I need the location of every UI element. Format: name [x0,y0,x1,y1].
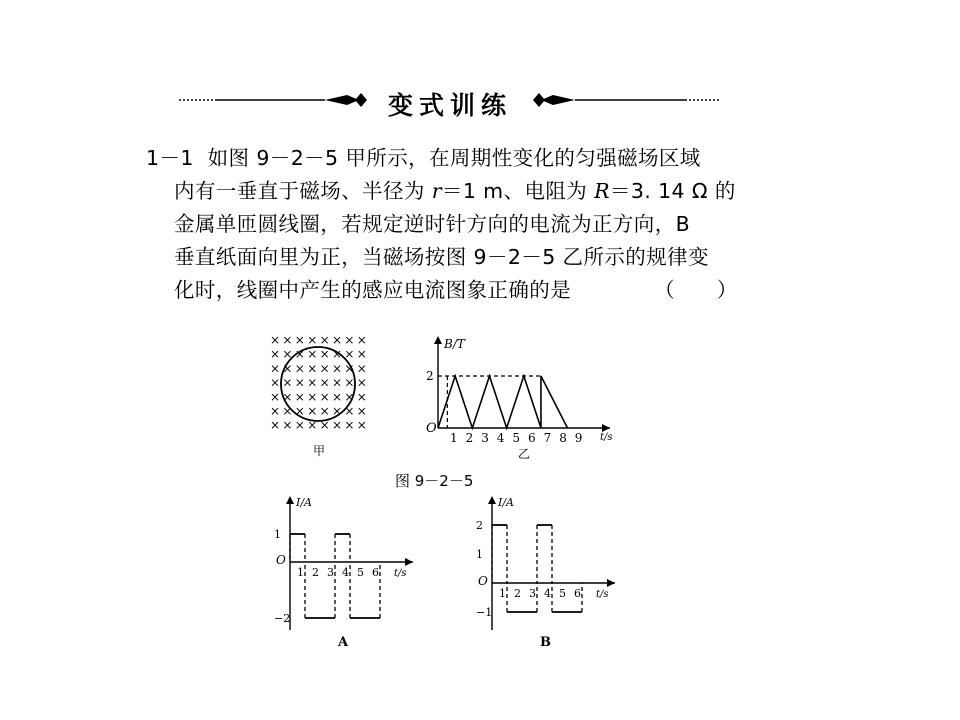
field-cross: × [332,404,343,418]
option-label: B [540,635,551,650]
field-cross: × [294,404,305,418]
figure-bt-graph [420,330,620,465]
answer-bracket[interactable]: （ ） [654,278,738,302]
field-cross: × [319,347,330,362]
field-cross: × [332,418,343,433]
field-cross: × [356,361,367,376]
field-cross: × [282,418,293,433]
field-cross: × [319,404,330,418]
field-cross: × [332,347,343,362]
label-yi: 乙 [518,447,531,461]
problem-line-2 [174,177,736,205]
x-tick-label: 4 [342,566,349,579]
field-cross: × [344,361,355,376]
field-cross: × [319,333,330,347]
option-label: A [338,635,349,650]
section-title: 变式训练 [387,91,512,120]
field-cross: × [307,389,318,404]
problem-line-2-b: ＝1 m、电阻为 [441,179,595,203]
x-tick-label: 1 [297,566,304,579]
field-cross: × [356,389,367,404]
section-heading [175,84,725,120]
problem-line-2-a: 内有一垂直于磁场、半径为 [174,179,432,203]
x-tick-label: 3 [327,566,334,579]
field-cross: × [282,375,293,390]
label-jia: 甲 [313,444,326,458]
field-cross: × [294,418,305,433]
x-tick-label: 8 [559,431,567,445]
field-cross: × [282,333,293,347]
x-tick-label: 5 [559,587,566,600]
field-cross: × [344,404,355,418]
field-cross: × [344,375,355,390]
origin-label: O [478,574,488,588]
field-cross: × [307,375,318,390]
y-axis-label: I/A [296,496,312,509]
field-cross: × [294,361,305,376]
field-cross: × [319,418,330,433]
y-tick-label: 1 [274,528,281,541]
field-cross: × [270,361,281,376]
x-tick-label: 2 [312,566,319,579]
problem-line-1 [146,144,701,172]
problem-line-2-c: ＝3. 14 Ω 的 [609,179,736,203]
field-cross: × [294,347,305,362]
field-cross: × [344,389,355,404]
x-tick-label: 1 [499,587,506,600]
y-axis-arrow [434,336,442,344]
field-cross: × [344,347,355,362]
x-axis-arrow [602,424,610,432]
var-R: R [594,179,610,203]
x-tick-label: 9 [574,431,583,445]
problem-line-3: 金属单匝圆线圈，若规定逆时针方向的电流为正方向，B [174,212,691,236]
option-a-graph[interactable] [268,490,428,650]
field-cross: × [270,404,281,418]
x-axis-label: t/s [394,568,407,579]
y-axis-arrow [286,496,294,504]
problem-line-5 [174,276,738,304]
field-cross: × [307,404,318,418]
field-cross: × [294,333,305,347]
field-cross: × [356,333,367,347]
field-cross: × [270,333,281,347]
field-cross: × [270,389,281,404]
x-tick-label: 4 [544,587,551,600]
field-cross: × [294,375,305,390]
x-tick-label: 3 [529,587,536,600]
y-axis-label: I/A [498,496,514,509]
b-t-curve [438,376,567,428]
field-cross: × [307,333,318,347]
field-cross: × [270,375,281,390]
option-b-graph[interactable] [470,490,630,650]
x-tick-label: 5 [357,566,364,579]
field-cross: × [356,347,367,362]
origin-label: O [276,553,286,567]
field-cross: × [307,347,318,362]
x-tick-label: 2 [514,587,521,600]
field-cross: × [282,389,293,404]
x-tick-label: 4 [496,431,505,445]
x-tick-label: 1 [450,431,458,445]
x-axis-arrow [607,579,615,587]
field-cross: × [356,404,367,418]
x-tick-label: 3 [481,431,489,445]
y-axis-arrow [488,496,496,504]
y-tick-label: −1 [476,606,493,619]
figure-jia [266,330,376,460]
figure-caption: 图 9－2－5 [395,472,474,490]
field-cross: × [319,361,330,376]
field-cross: × [282,347,293,362]
y-axis-label: B/T [444,337,465,351]
y-tick-label: 2 [476,519,483,532]
problem-number: 1－1 [146,146,194,170]
field-cross: × [319,389,330,404]
field-cross: × [332,333,343,347]
field-cross: × [307,418,318,433]
x-tick-label: 5 [512,431,521,445]
field-cross: × [307,361,318,376]
problem-line-1-text: 如图 9－2－5 甲所示，在周期性变化的匀强磁场区域 [207,146,701,170]
problem-line-4: 垂直纸面向里为正，当磁场按图 9－2－5 乙所示的规律变 [174,245,709,269]
field-cross: × [270,347,281,362]
y-tick-label: 2 [426,369,434,383]
field-cross: × [344,418,355,433]
field-cross: × [332,389,343,404]
problem-line-5-text: 化时，线圈中产生的感应电流图象正确的是 [174,278,572,302]
field-cross: × [332,375,343,390]
x-axis-label: t/s [596,589,609,600]
field-cross: × [282,361,293,376]
field-cross: × [294,389,305,404]
y-tick-label: 1 [476,548,483,561]
x-tick-label: 6 [372,566,379,579]
field-cross: × [344,333,355,347]
x-tick-label: 6 [528,431,536,445]
field-cross: × [282,404,293,418]
origin-label: O [426,421,437,436]
field-cross: × [319,375,330,390]
x-axis-label: t/s [600,432,613,443]
x-tick-label: 7 [543,431,552,445]
var-r: r [431,179,442,203]
field-cross: × [332,361,343,376]
field-cross: × [270,418,281,433]
field-cross: × [356,375,367,390]
y-tick-label: −2 [274,612,291,625]
field-cross: × [356,418,367,433]
x-tick-label: 6 [574,587,581,600]
x-tick-label: 2 [465,431,474,445]
x-axis-arrow [405,558,413,566]
